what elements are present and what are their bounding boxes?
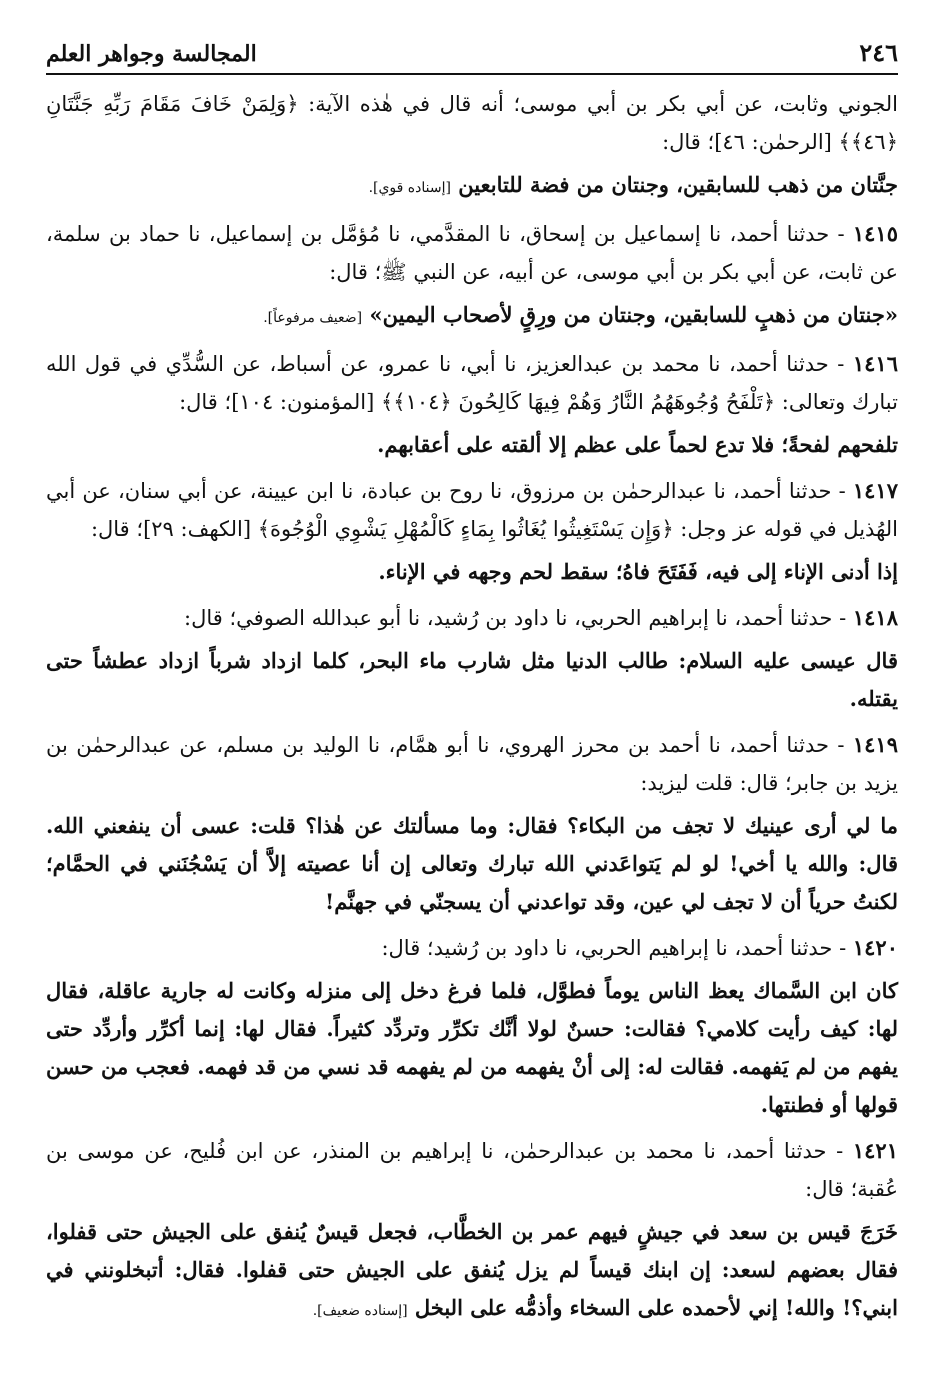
page-number: ٢٤٦ <box>859 38 898 67</box>
narration-number: ١٤٢١ <box>852 1138 898 1163</box>
paragraph-text: تلفحهم لفحةً؛ فلا تدع لحماً على عظم إلا ألقته على أعقابهم. <box>377 432 898 457</box>
paragraph-text: جنَّتان من ذهب للسابقين، وجنتان من فضة للتابعين <box>458 172 898 197</box>
paragraph-text: - حدثنا أحمد، نا إسماعيل بن إسحاق، نا المقدَّمي، نا مُؤمَّل بن إسماعيل، نا حماد بن سلمة، عن ثابت، عن أبي بكر بن أبي موسى، عن أبيه، عن النبي ﷺ؛ قال: <box>46 222 898 284</box>
narration-number: ١٤١٩ <box>852 732 898 757</box>
quoted-text-paragraph <box>46 1213 898 1330</box>
paragraph-text: - حدثنا أحمد، نا إبراهيم الحربي، نا داود بن رُشيد؛ قال: <box>381 936 847 960</box>
paragraph-text: - حدثنا أحمد، نا عبدالرحمٰن بن مرزوق، نا روح بن عبادة، نا ابن عيينة، عن أبي سنان، عن أبي الهُذيل في قوله عز وجل: ﴿وَإِن يَسْتَغِيثُوا يُغَاثُوا بِمَاءٍ كَالْمُهْلِ يَشْوِي الْوُجُوهَ﴾ [الكهف: ٢٩]؛ قال: <box>46 479 898 541</box>
narration-number: ١٤١٥ <box>852 221 898 246</box>
grading-note: [إسناده قوي]. <box>368 180 451 196</box>
narration-number: ١٤١٦ <box>852 351 898 376</box>
quoted-text-paragraph <box>46 972 898 1124</box>
grading-note: [إسناده ضعيف]. <box>312 1303 408 1319</box>
narration-number: ١٤١٨ <box>852 605 898 630</box>
quoted-text-paragraph <box>46 426 898 464</box>
paragraph-text: الجوني وثابت، عن أبي بكر بن أبي موسى؛ أنه قال في هٰذه الآية: ﴿وَلِمَنْ خَافَ مَقَامَ رَبِّهِ جَنَّتَانِ ﴿٤٦﴾﴾ [الرحمٰن: ٤٦]؛ قال: <box>46 92 898 154</box>
book-title: المجالسة وجواهر العلم <box>46 41 257 67</box>
narration-paragraph <box>46 215 898 291</box>
narration-paragraph <box>46 345 898 421</box>
text-paragraph <box>46 85 898 161</box>
paragraph-text: خَرَجَ قيس بن سعد في جيشٍ فيهم عمر بن الخطَّاب، فجعل قيسٌ يُنفق على الجيش حتى قفلوا، فقال بعضهم لسعد: إن ابنك قيساً لم يزل يُنفق على الجيش حتى قفلوا. فقال: أتبخلونني في ابني؟! والله! إني لأحمده على السخاء وأذمُّه على البخل <box>46 1219 898 1320</box>
narration-paragraph <box>46 726 898 802</box>
grading-note: [ضعيف مرفوعاً]. <box>263 310 363 326</box>
narration-paragraph <box>46 1132 898 1208</box>
page-body <box>46 85 898 1330</box>
page-header <box>46 38 898 75</box>
quoted-text-paragraph <box>46 166 898 207</box>
narration-number: ١٤٢٠ <box>852 935 898 960</box>
paragraph-text: كان ابن السَّماك يعظ الناس يوماً فطوَّل، فلما فرغ دخل إلى منزله وكانت له جارية عاقلة، فقال لها: كيف رأيت كلامي؟ فقالت: حسنٌ لولا أنَّك تكرِّر وتردِّد كثيراً. فقال لها: إنما أكرِّر وأردِّد حتى يفهم من لم يَفهمه. فقالت له: إلى أنْ يفهمه من لم يفهمه قد نسي من قد فهمه. فعجب من حسن قولها أو فطنتها. <box>46 978 898 1117</box>
paragraph-text: «جنتان من ذهبٍ للسابقين، وجنتان من ورِقٍ لأصحاب اليمين» <box>369 302 898 327</box>
narration-paragraph <box>46 599 898 637</box>
paragraph-text: - حدثنا أحمد، نا إبراهيم الحربي، نا داود بن رُشيد، نا أبو عبدالله الصوفي؛ قال: <box>184 606 847 630</box>
quoted-text-paragraph <box>46 296 898 337</box>
paragraph-text: ما لي أرى عينيك لا تجف من البكاء؟ فقال: وما مسألتك عن هٰذا؟ قلت: عسى أن ينفعني الله. قال: والله يا أخي! لو لم يَتواعَدني الله تبارك وتعالى إن أنا عصيته إلاَّ أن يَسْجُنَني في الحمَّام؛ لكنتُ حرياً أن لا تجف لي عين، وقد تواعدني أن يسجنّي في جهنَّم! <box>46 813 898 914</box>
paragraph-text: قال عيسى عليه السلام: طالب الدنيا مثل شارب ماء البحر، كلما ازداد شرباً ازداد عطشاً حتى يقتله. <box>46 648 898 711</box>
paragraph-text: إذا أدنى الإناء إلى فيه، فَفَتَحَ فاهُ؛ سقط لحم وجهه في الإناء. <box>378 559 898 584</box>
paragraph-text: - حدثنا أحمد، نا محمد بن عبدالرحمٰن، نا إبراهيم بن المنذر، عن ابن فُليح، عن موسى بن عُقبة؛ قال: <box>46 1139 898 1201</box>
narration-number: ١٤١٧ <box>852 478 898 503</box>
narration-paragraph <box>46 472 898 548</box>
quoted-text-paragraph <box>46 642 898 718</box>
paragraph-text: - حدثنا أحمد، نا محمد بن عبدالعزيز، نا أبي، نا عمرو، عن أسباط، عن السُّدِّي في قول الله تبارك وتعالى: ﴿تَلْفَحُ وُجُوهَهُمُ النَّارُ وَهُمْ فِيهَا كَالِحُونَ ﴿١٠٤﴾﴾ [المؤمنون: ١٠٤]؛ قال: <box>46 352 898 414</box>
paragraph-text: - حدثنا أحمد، نا أحمد بن محرز الهروي، نا أبو همَّام، نا الوليد بن مسلم، عن عبدالرحمٰن بن يزيد بن جابر؛ قال: قلت ليزيد: <box>46 733 898 795</box>
quoted-text-paragraph <box>46 807 898 921</box>
narration-paragraph <box>46 929 898 967</box>
book-page <box>46 38 898 1338</box>
quoted-text-paragraph <box>46 553 898 591</box>
